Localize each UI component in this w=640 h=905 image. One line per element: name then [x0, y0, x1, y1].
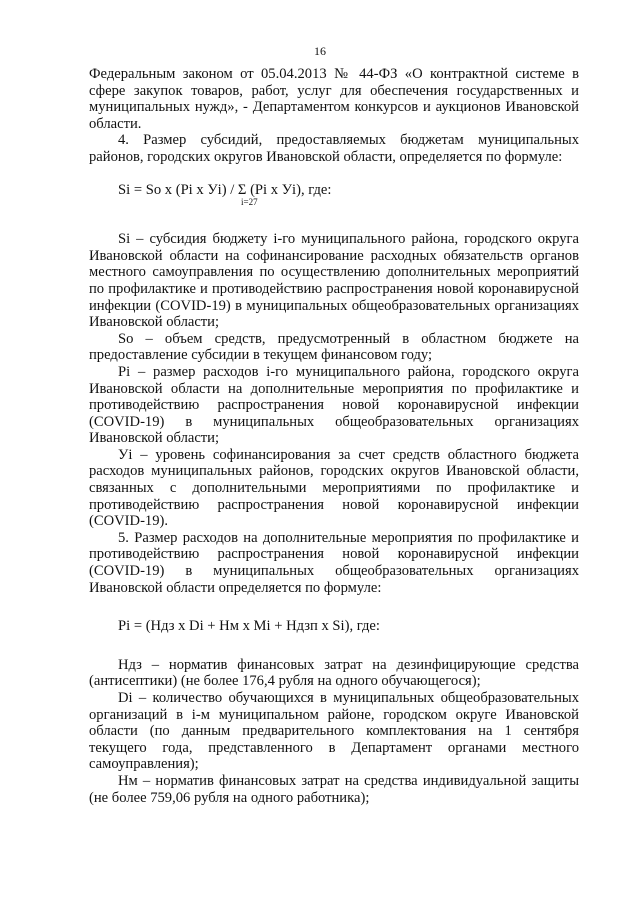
definition-si: Si – субсидия бюджету i-го муниципального района, городского округа Ивановской области на софинансирование расходных обязательств органов местного самоуправления по осуществлению дополнительных мероприятий по профилактике и противодействию распространения новой коронавирусной инфекции (COVID-19) в муниципальных общеобразовательных организациях Ивановской области; [89, 231, 579, 331]
definition-yi: Уi – уровень софинансирования за счет средств областного бюджета расходов муниципальных районов, городских округов Ивановской области, связанных с дополнительными мероприятиями по профилактике и противодействию распространения новой коронавирусной инфекции (COVID-19). [89, 446, 579, 530]
formula-expenses: Pi = (Ндз x Di + Нм x Mi + Ндзп x Si), где: [118, 618, 380, 635]
formula-subscript: i=27 [241, 197, 258, 208]
page-number: 16 [314, 44, 326, 58]
paragraph-continuation: Федеральным законом от 05.04.2013 № 44-ФЗ «О контрактной системе в сфере закупок товаров, работ, услуг для обеспечения государственных и муниципальных нужд», - Департаментом конкурсов и аукционов Ивановской области. [89, 66, 579, 132]
definition-di: Di – количество обучающихся в муниципальных общеобразовательных организаций в i-м муниципальном районе, городском округе Ивановской области (по данным предварительного комплектования на 1 сентября текущего года, представленного в Департамент органами местного самоуправления); [89, 690, 579, 773]
definition-nm: Нм – норматив финансовых затрат на средства индивидуальной защиты (не более 759,06 рубля на одного работника); [89, 772, 579, 806]
definition-pi: Pi – размер расходов i-го муниципального района, городского округа Ивановской области на дополнительные мероприятия по профилактике и противодействию распространения новой коронавирусной инфекции (COVID-19) в муниципальных общеобразовательных организациях Ивановской области; [89, 363, 579, 447]
formula-subsidy: Si = So x (Pi x Уi) / Σ (Pi x Уi), где: [118, 181, 332, 198]
document-body [89, 66, 579, 806]
definition-so: So – объем средств, предусмотренный в областном бюджете на предоставление субсидии в текущем финансовом году; [89, 330, 579, 364]
definition-ndz: Ндз – норматив финансовых затрат на дезинфицирующие средства (антисептики) (не более 176,4 рубля на одного обучающегося); [89, 656, 579, 690]
paragraph-item-4: 4. Размер субсидий, предоставляемых бюджетам муниципальных районов, городских округов Ивановской области, определяется по формуле: [89, 132, 579, 165]
paragraph-item-5: 5. Размер расходов на дополнительные мероприятия по профилактике и противодействию распространения новой коронавирусной инфекции (COVID-19) в муниципальных общеобразовательных организациях Ивановской области определяется по формуле: [89, 529, 579, 596]
